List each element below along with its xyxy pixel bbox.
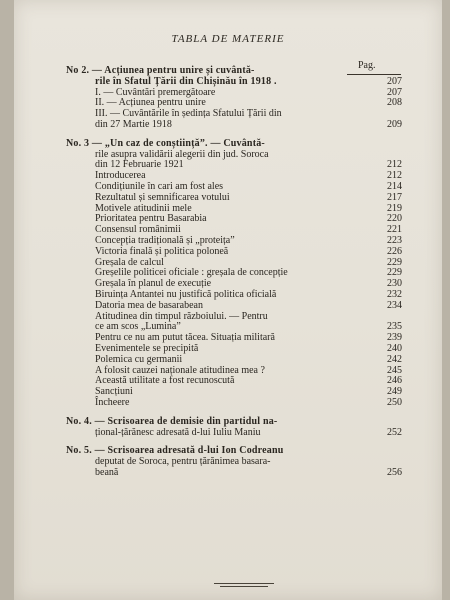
toc-entry-page: 220: [387, 213, 402, 225]
toc-entry-page: 212: [387, 159, 402, 171]
toc-entry-title: Pentru ce nu am putut tăcea. Situația militară: [95, 332, 275, 344]
toc-entry-page: 252: [387, 426, 402, 438]
toc-entry: [66, 77, 402, 88]
toc-entry-page: 242: [387, 353, 402, 365]
toc-entry-title: rile în Sfatul Țării din Chișinău în 1918 .: [95, 75, 277, 87]
toc-entry-title: din 12 Februarie 1921: [95, 159, 184, 171]
toc-entry-title: din 27 Martie 1918: [95, 118, 172, 130]
toc-entry-title: țional-țărănesc adresată d-lui Iuliu Maniu: [95, 426, 261, 438]
toc-entry: [66, 247, 402, 258]
toc-entry: [66, 193, 402, 204]
toc-entry-page: 246: [387, 375, 402, 387]
toc-entry-title: Evenimentele se precipită: [95, 342, 199, 354]
page-header: TABLA DE MATERIE: [171, 33, 285, 45]
toc-entry-title: Introducerea: [95, 170, 146, 182]
toc-entry-page: 230: [387, 278, 402, 290]
toc-entry-page: 212: [387, 170, 402, 182]
toc-entry: [66, 428, 402, 439]
toc-entry-page: 208: [387, 97, 402, 109]
toc-entry: [66, 120, 402, 131]
toc-entry-title: Sancțiuni: [95, 386, 133, 398]
toc-entry-title: A folosit cauzei naționale atitudinea mea ?: [95, 364, 265, 376]
table-of-contents: [66, 66, 402, 479]
toc-entry-title: Atitudinea din timpul războiului. — Pentru: [95, 310, 268, 322]
toc-entry-page: 249: [387, 386, 402, 398]
toc-entry-page: 234: [387, 299, 402, 311]
toc-entry-page: 223: [387, 234, 402, 246]
toc-entry-title: Biruința Antantei nu justifică politica oficială: [95, 288, 277, 300]
toc-entry-page: 214: [387, 180, 402, 192]
toc-entry-title: No. 4. — Scrisoarea de demisie din partidul na-: [66, 415, 278, 427]
toc-entry-title: Datoria mea de basarabean: [95, 299, 203, 311]
toc-entry-page: 229: [387, 267, 402, 279]
toc-entry-title: deputat de Soroca, pentru țărănimea basara-: [95, 456, 271, 468]
toc-entry-page: 256: [387, 466, 402, 478]
toc-entry-page: 232: [387, 288, 402, 300]
toc-entry-title: Încheere: [95, 396, 130, 408]
toc-entry-title: No. 3 — „Un caz de conștiință”. — Cuvântă-: [66, 137, 265, 149]
toc-entry-title: Greșala de calcul: [95, 256, 164, 268]
toc-entry-title: beană: [95, 466, 119, 478]
toc-entry-title: Greșelile politicei oficiale : greșala de concepție: [95, 267, 288, 279]
toc-entry-title: I. — Cuvântări premergătoare: [95, 86, 216, 98]
toc-entry-title: No 2. — Acțiunea pentru unire și cuvântă-: [66, 65, 255, 76]
toc-entry-page: 245: [387, 364, 402, 376]
bottom-rule-2: [220, 586, 268, 587]
bottom-rule: [214, 583, 274, 584]
toc-entry-page: 240: [387, 342, 402, 354]
toc-entry-title: Greșala în planul de execuție: [95, 278, 212, 290]
toc-entry-title: Motivele atitudinii mele: [95, 202, 192, 214]
toc-entry: [66, 355, 402, 366]
toc-entry-title: Condițiunile în cari am fost ales: [95, 180, 224, 192]
toc-entry-page: 226: [387, 245, 402, 257]
toc-entry-page: 229: [387, 256, 402, 268]
toc-entry-title: Polemica cu germanii: [95, 353, 183, 365]
toc-entry-title: Prioritatea pentru Basarabia: [95, 213, 207, 225]
toc-entry-page: 250: [387, 396, 402, 408]
toc-entry-title: Concepția tradițională și „proteița”: [95, 234, 235, 246]
toc-entry: [66, 301, 402, 312]
toc-entry-title: No. 5. — Scrisoarea adresată d-lui Ion Codreanu: [66, 445, 284, 457]
toc-entry-page: 217: [387, 191, 402, 203]
toc-entry-title: Victoria finală și politica poloneă: [95, 245, 229, 257]
toc-entry-title: II. — Acțiunea pentru unire: [95, 97, 206, 109]
toc-entry-title: Consensul românimii: [95, 224, 181, 236]
toc-entry-title: III. — Cuvântările în ședința Sfatului Țării din: [95, 108, 282, 120]
toc-entry-title: Această utilitate a fost recunoscută: [95, 375, 235, 387]
toc-entry-page: 221: [387, 224, 402, 236]
toc-entry: [66, 398, 402, 409]
toc-entry-page: 207: [387, 75, 402, 87]
toc-entry-page: 239: [387, 332, 402, 344]
toc-entry: [66, 468, 402, 479]
toc-entry-page: 209: [387, 118, 402, 130]
toc-entry: [66, 139, 402, 150]
toc-entry-title: ce am scos „Lumina”: [95, 321, 181, 333]
book-page: [14, 0, 442, 600]
toc-entry-title: Rezultatul și semnificarea votului: [95, 191, 230, 203]
page-column-label: Pag.: [358, 60, 376, 71]
toc-entry-page: 219: [387, 202, 402, 214]
toc-entry: [66, 417, 402, 428]
toc-entry-page: 235: [387, 321, 402, 333]
toc-entry-title: rile asupra validării alegerii din jud. Soroca: [95, 148, 269, 160]
toc-entry-page: 207: [387, 86, 402, 98]
